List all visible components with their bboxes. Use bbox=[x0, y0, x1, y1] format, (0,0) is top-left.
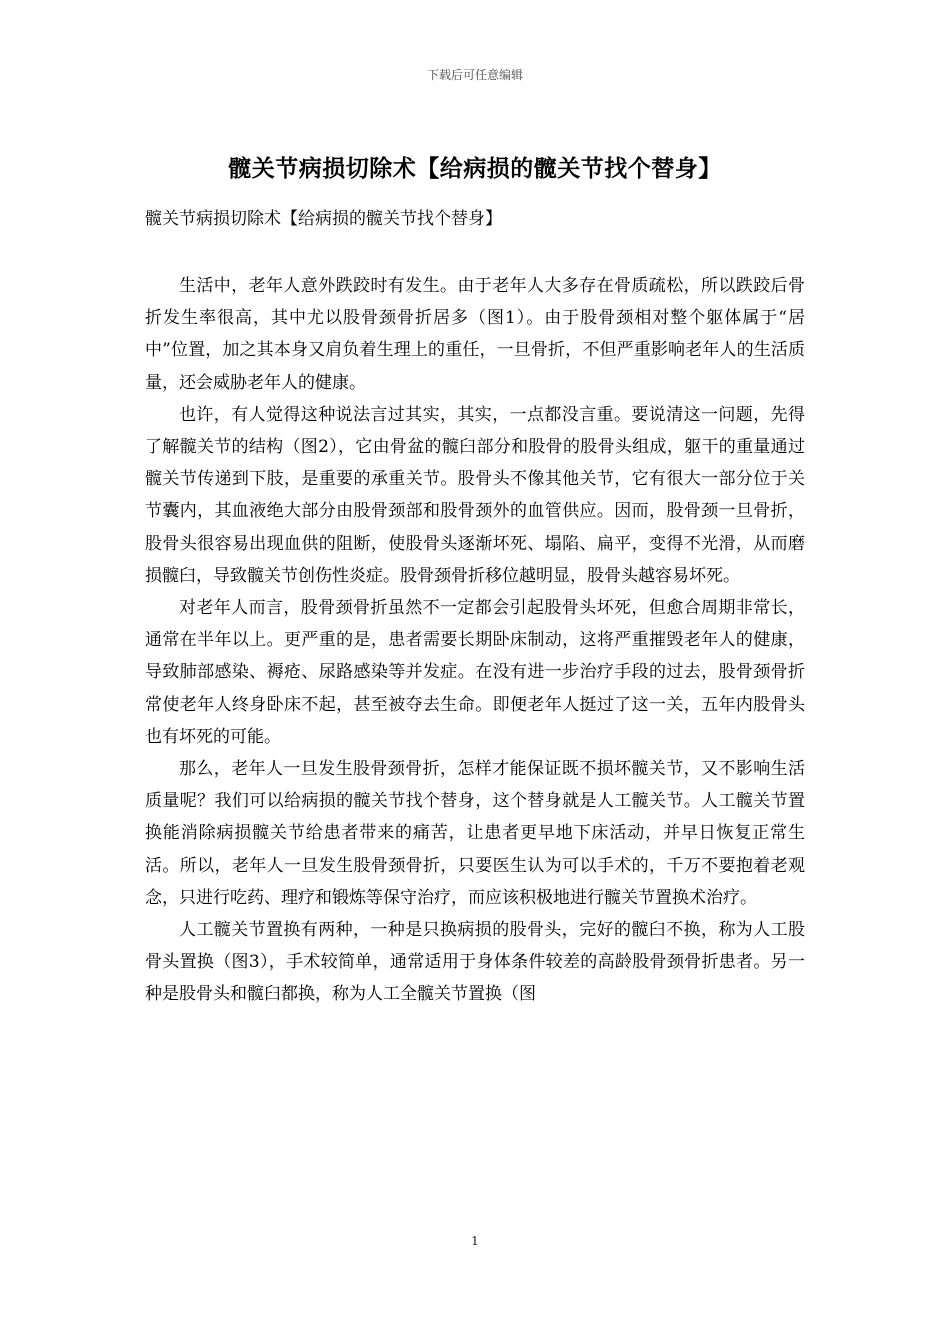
document-body bbox=[145, 270, 805, 1011]
document-subtitle: 髋关节病损切除术【给病损的髋关节找个替身】 bbox=[145, 209, 502, 229]
document-title: 髋关节病损切除术【给病损的髋关节找个替身】 bbox=[228, 155, 722, 182]
paragraph-2: 也许，有人觉得这种说法言过其实，其实，一点都没言重。要说清这一问题，先得了解髋关节的结构（图2），它由骨盆的髋臼部分和股骨的股骨头组成，躯干的重量通过髋关节传递到下肢，是重要的承重关节。股骨头不像其他关节，它有很大一部分位于关节囊内，其血液绝大部分由股骨颈部和股骨颈外的血管供应。因而，股骨颈一旦骨折，股骨头很容易出现血供的阻断，使股骨头逐渐坏死、塌陷、扁平，变得不光滑，从而磨损髋臼，导致髋关节创伤性炎症。股骨颈骨折移位越明显，股骨头越容易坏死。 bbox=[145, 404, 805, 586]
paragraph-3: 对老年人而言，股骨颈骨折虽然不一定都会引起股骨头坏死，但愈合周期非常长，通常在半年以上。更严重的是，患者需要长期卧床制动，这将严重摧毁老年人的健康，导致肺部感染、褥疮、尿路感染等并发症。在没有进一步治疗手段的过去，股骨颈骨折常使老年人终身卧床不起，甚至被夺去生命。即便老年人挺过了这一关，五年内股骨头也有坏死的可能。 bbox=[145, 598, 805, 747]
page-header: 下载后可任意编辑 bbox=[426, 68, 523, 82]
paragraph-1: 生活中，老年人意外跌跤时有发生。由于老年人大多存在骨质疏松，所以跌跤后骨折发生率很高，其中尤以股骨颈骨折居多（图1）。由于股骨颈相对整个躯体属于“居中”位置，加之其本身又肩负着生理上的重任，一旦骨折，不但严重影响老年人的生活质量，还会威胁老年人的健康。 bbox=[145, 276, 805, 393]
paragraph-4: 那么，老年人一旦发生股骨颈骨折，怎样才能保证既不损坏髋关节，又不影响生活质量呢？我们可以给病损的髋关节找个替身，这个替身就是人工髋关节。人工髋关节置换能消除病损髋关节给患者带来的痛苦，让患者更早地下床活动，并早日恢复正常生活。所以，老年人一旦发生股骨颈骨折，只要医生认为可以手术的，千万不要抱着老观念，只进行吃药、理疗和锻炼等保守治疗，而应该积极地进行髋关节置换术治疗。 bbox=[145, 759, 805, 908]
paragraph-5: 人工髋关节置换有两种，一种是只换病损的股骨头，完好的髋臼不换，称为人工股骨头置换（图3），手术较简单，通常适用于身体条件较差的高龄股骨颈骨折患者。另一种是股骨头和髋臼都换，称为人工全髋关节置换（图 bbox=[145, 920, 805, 1005]
page-number: 1 bbox=[471, 1234, 479, 1248]
